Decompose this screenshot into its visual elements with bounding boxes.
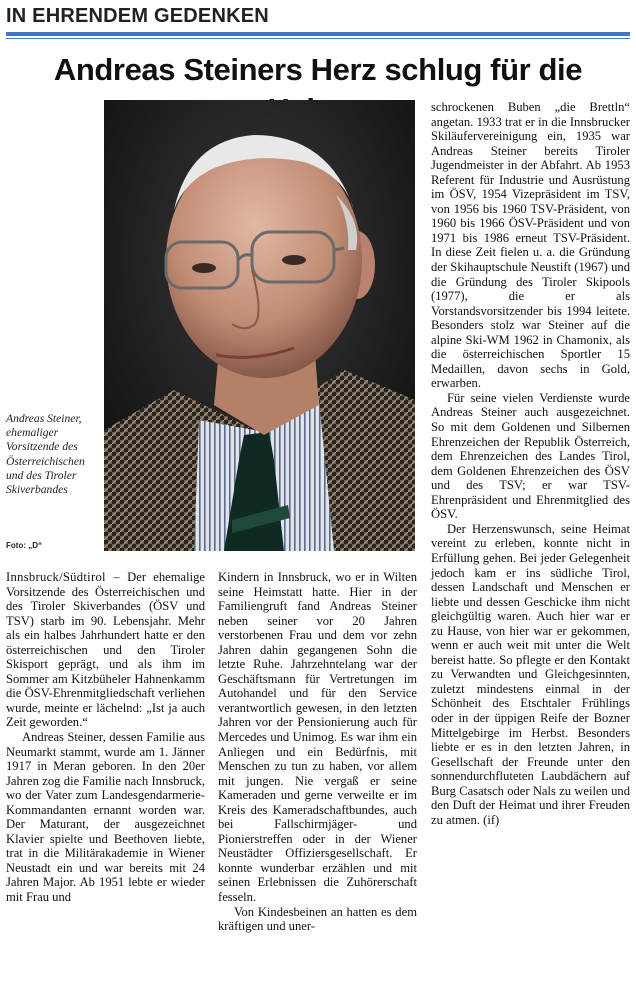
dateline: Innsbruck/Südtirol – [6, 570, 120, 584]
paragraph: Andreas Steiner, dessen Familie aus Neumarkt stammt, wurde am 1. Jänner 1917 in Meran geboren. In den 20er Jahren zog die Familie nach Innsbruck, wo der Vater zum Landesgendarmerie-Kommandanten ernannt worden war. Der Maturant, der ausgezeichnet Klavier spielte und Beethoven liebte, trat in die Militärakademie in Wiener Neustadt ein und war bereits mit 24 Jahren Major. Ab 1951 lebte er wieder mit Frau und [6, 730, 205, 905]
author-signature: (if) [483, 812, 500, 827]
article-column-1 [6, 570, 205, 905]
paragraph [431, 522, 630, 827]
paragraph: schrockenen Buben „die Brettln“ angetan. 1933 trat er in die Innsbrucker Skiläufervereinigung ein, 1935 war Andreas Steiner bereits Tiroler Jugendmeister in der Abfahrt. Ab 1953 Referent für Industrie und Ausrüstung im ÖSV, 1954 Vizepräsident im TSV, von 1956 bis 1960 TSV-Präsident, von 1960 bis 1966 ÖSV-Präsident und von 1971 bis 1986 erneut TSV-Präsident. In diese Zeit fielen u. a. die Gründung der Skihauptschule Neustift (1967) und die Gründung des Tiroler Skipools (1977), die er als Vorstandsvorsitzender bis 1994 leitete. Besonders stolz war Steiner auf die alpine Ski-WM 1962 in Chamonix, als die österreichischen Sportler 15 Medaillen, davon sechs in Gold, erwarben. [431, 100, 630, 391]
headline: Andreas Steiners Herz schlug für die [53, 52, 583, 87]
portrait-photo [104, 100, 415, 551]
article-column-3 [431, 100, 630, 827]
paragraph-text: Der Herzenswunsch, seine Heimat vereint zu erleben, konnte nicht in Erfüllung gehen. Bei jeder Gelegenheit jedoch kam er ins südliche Tirol, dessen Landschaft und Menschen er liebte und dessen Geschicke ihm nicht gleichgültig waren. Auch hier war er zu Hause, von hier war er gekommen, wenn er auch weit mit unter die Welt bereist hatte. So pflegte er den Kontakt zu Verwandten und Gleichgesinnten, zuletzt mindestens einmal in der Schönheit des Etschtaler Frühlings oder in der üppigen Reife der Bozner Mittelgebirge im Herbst. Besonders liebte er es in den letzten Jahren, in Gesellschaft der Freunde unter den sonnendurchfluteten Laubdächern auf Burg Casatsch oder Nals zu weilen und den Duft der Heimat und ihrer Freuden zu atmen. [431, 521, 630, 827]
paragraph: Für seine vielen Verdienste wurde Andreas Steiner auch ausgezeichnet. So mit dem Goldenen und Silbernen Ehrenzeichen der Republik Österreich, dem Ehrenzeichen des Landes Tirol, dem Goldenen Ehrenzeichen des ÖSV und des TSV; er war TSV-Ehrenpräsident und Ehrenmitglied des ÖSV. [431, 390, 630, 522]
article-column-2 [218, 570, 417, 934]
paragraph: Von Kindesbeinen an hatten es dem kräftigen und uner- [218, 904, 417, 934]
rubric-rule-thin [6, 38, 630, 39]
paragraph: Der ehemalige Vorsitzende des Österreichischen und des Tiroler Skiverbandes (ÖSV und TSV) starb im 90. Lebensjahr. Mehr als ein halbes Jahrhundert hatte er den österreichischen und den Tiroler Skisport geprägt, und als ihm im Sommer am Kitzbüheler Hahnenkamm die ÖSV-Ehrenmitgliedschaft verliehen wurde, meinte er lächelnd: „Ist ja auch Zeit geworden.“ [6, 570, 205, 730]
section-rubric: IN EHRENDEM GEDENKEN [6, 5, 269, 27]
photo-caption: Andreas Steiner, ehemaliger Vorsitzende des Österreichischen und des Tiroler Skiverbandes [6, 412, 85, 497]
paragraph: Kindern in Innsbruck, wo er in Wilten seine Heimstatt hatte. Hier in der Familiengruft fand Andreas Steiner neben seiner vor 20 Jahren verstorbenen Frau und dem vor zehn Jahren dahin gegangenen Sohn die letzte Ruhe. Jahrzehntelang war der Geschäftsmann für Vertretungen im Autohandel und für den Service verantwortlich gewesen, in den letzten Jahren vor der Pensionierung auch für Mercedes und Unimog. Es war ihm ein Anliegen und ein Bedürfnis, mit Menschen zu tun zu haben, vor allem mit jungen. Nie vergaß er seine Kameraden und gerne verweilte er im Kreis des Kameradschaftbundes, auch bei Fallschirmjäger- und Pionierstreffen oder in der Wiener Neustädter Offiziersgesellschaft. Er konnte wunderbar erzählen und mit seinen Erlebnissen die Zuhörerschaft fesseln. [218, 570, 417, 905]
rubric-rule [6, 32, 630, 36]
photo-credit: Foto: „D“ [6, 541, 42, 550]
